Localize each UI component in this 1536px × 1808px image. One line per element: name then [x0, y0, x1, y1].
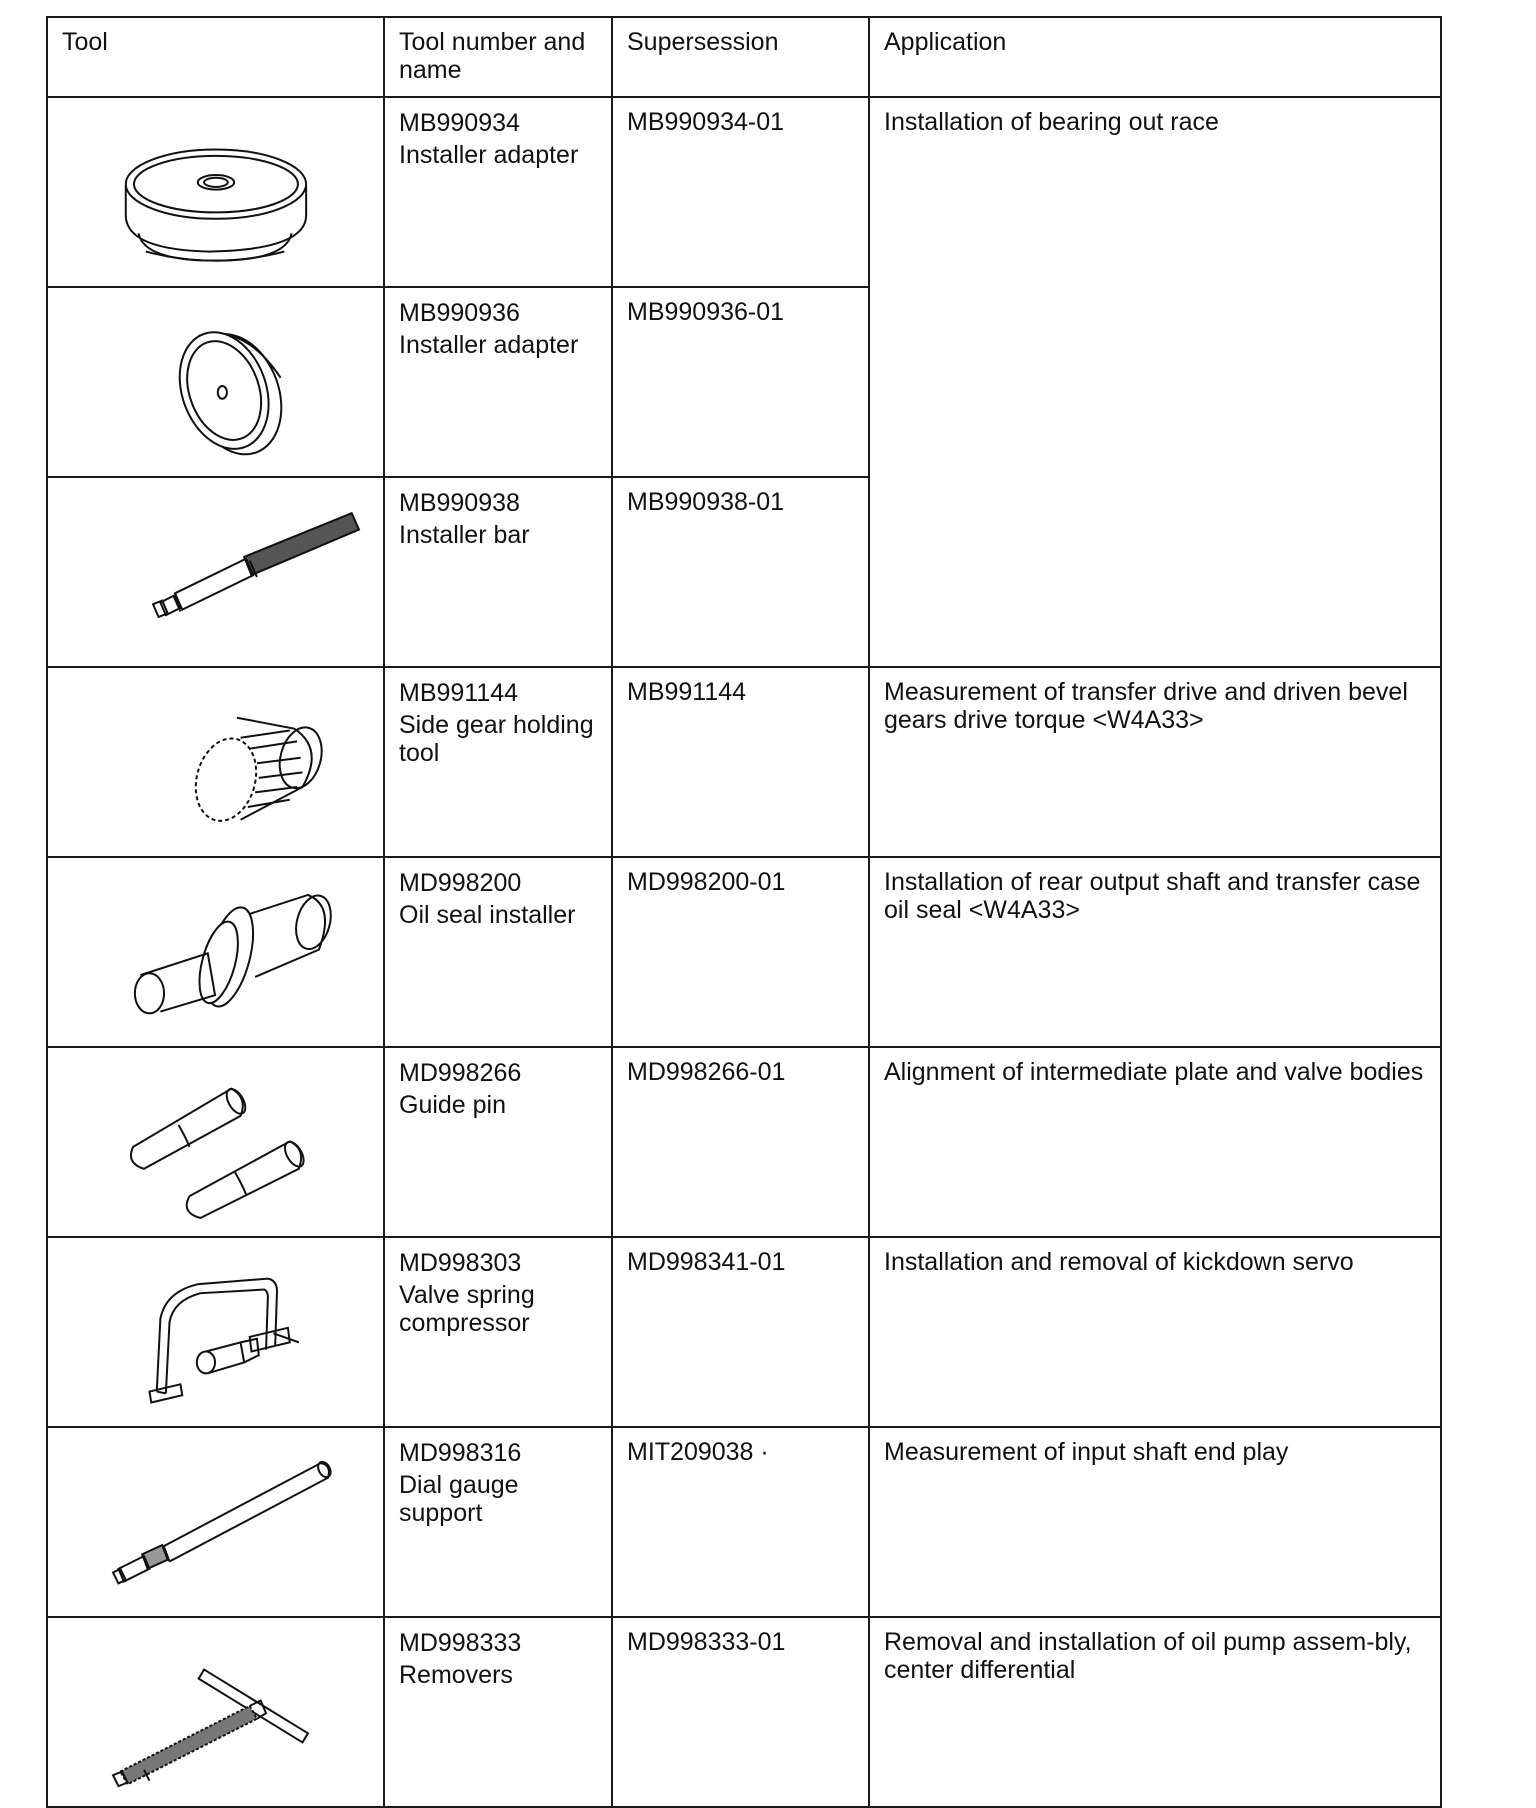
application-cell: Installation of bearing out race	[869, 97, 1441, 667]
header-tool: Tool	[47, 17, 384, 97]
tool-name: Oil seal installer	[399, 901, 576, 929]
tool-number-cell	[384, 1427, 612, 1617]
application-cell: Measurement of transfer drive and driven bevel gears drive torque <W4A33>	[869, 667, 1441, 857]
installer-adapter-round-icon	[62, 298, 369, 474]
table-row	[47, 1237, 1441, 1427]
application-cell: Installation of rear output shaft and transfer case oil seal <W4A33>	[869, 857, 1441, 1047]
table-header-row	[47, 17, 1441, 97]
valve-spring-compressor-icon	[62, 1248, 369, 1424]
table-row	[47, 857, 1441, 1047]
tool-image-cell	[47, 1617, 384, 1807]
special-tools-table	[46, 16, 1442, 1808]
supersession-cell: MB991144	[612, 667, 869, 857]
tool-number: MB990936	[399, 299, 520, 327]
table-row	[47, 1617, 1441, 1807]
table-row	[47, 97, 1441, 287]
tool-image-cell	[47, 97, 384, 287]
tool-name: Installer adapter	[399, 331, 579, 359]
tool-number: MB991144	[399, 679, 519, 707]
tool-image-cell	[47, 477, 384, 667]
table-row	[47, 667, 1441, 857]
tool-name: Dial gauge support	[399, 1471, 519, 1527]
tool-image-cell	[47, 287, 384, 477]
supersession-cell: MB990936-01	[612, 287, 869, 477]
tool-number: MD998333	[399, 1629, 522, 1657]
table-row	[47, 1427, 1441, 1617]
supersession-cell: MD998333-01	[612, 1617, 869, 1807]
supersession-cell: MD998266-01	[612, 1047, 869, 1237]
tool-number: MB990934	[399, 109, 520, 137]
tool-image-cell	[47, 1047, 384, 1237]
tool-number-cell	[384, 1047, 612, 1237]
tool-number-cell	[384, 287, 612, 477]
header-application: Application	[869, 17, 1441, 97]
table-row	[47, 1047, 1441, 1237]
tool-number-cell	[384, 1237, 612, 1427]
tool-number-cell	[384, 477, 612, 667]
supersession-cell: MD998341-01	[612, 1237, 869, 1427]
tool-number: MD998266	[399, 1059, 522, 1087]
header-supersession: Supersession	[612, 17, 869, 97]
tool-name: Installer adapter	[399, 141, 579, 169]
tool-number: MD998316	[399, 1439, 522, 1467]
supersession-cell: MB990938-01	[612, 477, 869, 667]
tool-image-cell	[47, 1237, 384, 1427]
tool-name: Removers	[399, 1661, 513, 1689]
oil-seal-installer-icon	[62, 868, 369, 1044]
side-gear-holding-tool-icon	[62, 678, 369, 854]
header-tool-number: Tool number and name	[384, 17, 612, 97]
tool-number-cell	[384, 1617, 612, 1807]
supersession-cell: MIT209038 ·	[612, 1427, 869, 1617]
supersession-cell: MB990934-01	[612, 97, 869, 287]
tool-number: MB990938	[399, 489, 520, 517]
tool-name: Side gear holding tool	[399, 711, 594, 767]
tool-image-cell	[47, 667, 384, 857]
tool-number: MD998303	[399, 1249, 522, 1277]
tool-number: MD998200	[399, 869, 522, 897]
supersession-cell: MD998200-01	[612, 857, 869, 1047]
application-cell: Removal and installation of oil pump assem-bly, center differential	[869, 1617, 1441, 1807]
tool-image-cell	[47, 857, 384, 1047]
application-cell: Installation and removal of kickdown servo	[869, 1237, 1441, 1427]
tool-name: Valve spring compressor	[399, 1281, 535, 1337]
dial-gauge-support-icon	[62, 1438, 369, 1614]
guide-pin-icon	[62, 1058, 369, 1234]
tool-number-cell	[384, 857, 612, 1047]
removers-icon	[62, 1628, 369, 1804]
tool-number-cell	[384, 667, 612, 857]
application-cell: Alignment of intermediate plate and valve bodies	[869, 1047, 1441, 1237]
application-cell: Measurement of input shaft end play	[869, 1427, 1441, 1617]
tool-name: Installer bar	[399, 521, 530, 549]
tool-number-cell	[384, 97, 612, 287]
tool-image-cell	[47, 1427, 384, 1617]
installer-bar-icon	[62, 488, 369, 664]
tool-name: Guide pin	[399, 1091, 507, 1119]
installer-adapter-disc-icon	[62, 108, 369, 284]
